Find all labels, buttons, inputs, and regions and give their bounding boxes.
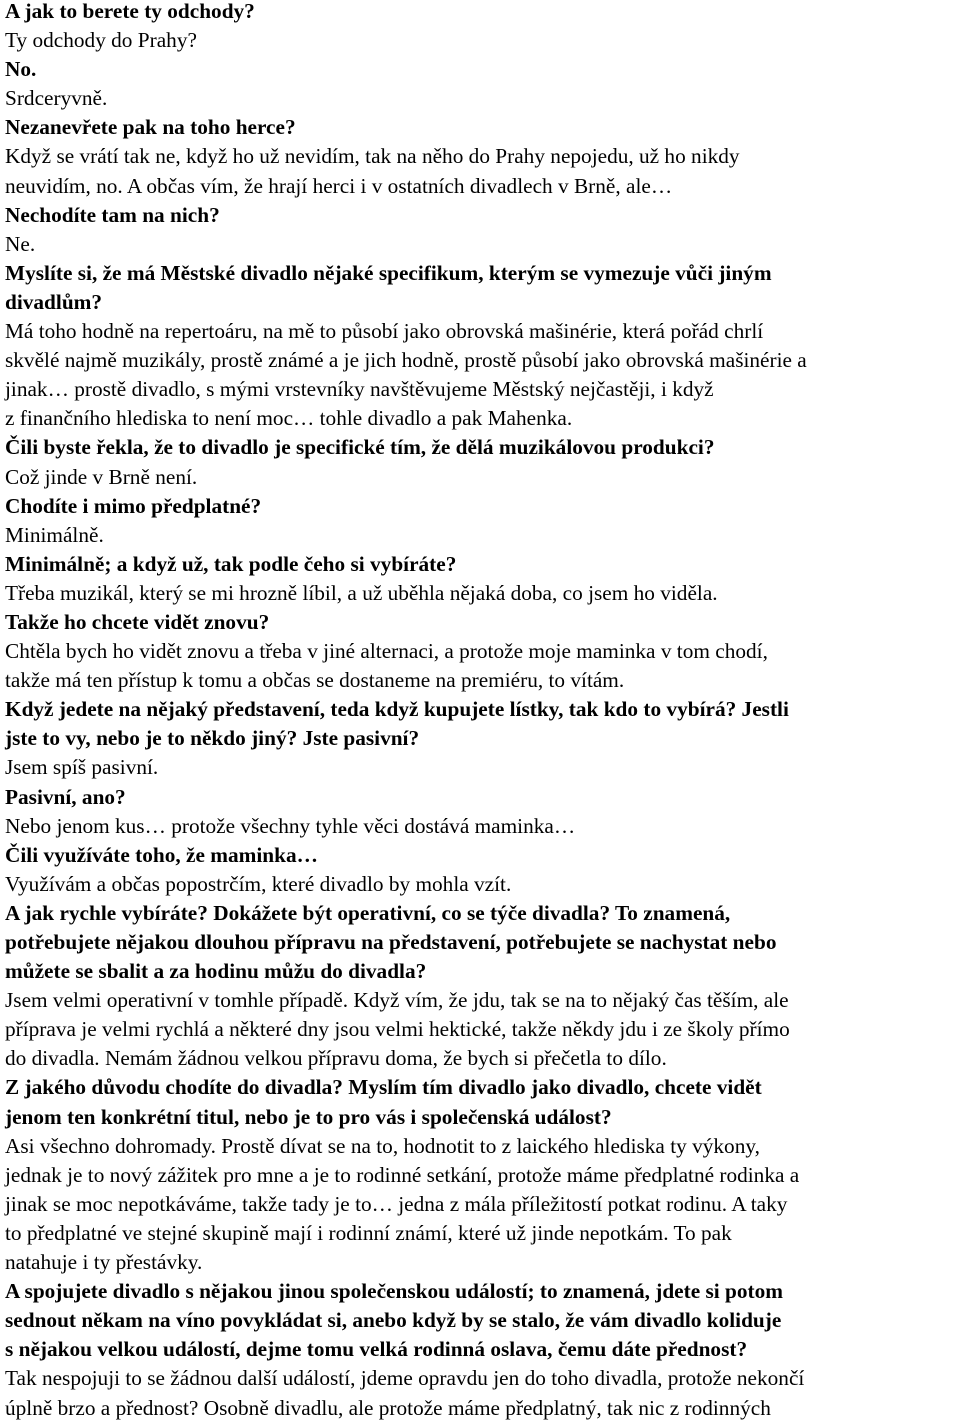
answer-line: skvělé najmě muzikály, prostě známé a je jich hodně, prostě působí jako obrovská mašinérie a: [5, 348, 807, 373]
answer-line: Asi všechno dohromady. Prostě dívat se na to, hodnotit to z laického hlediska ty výkony,: [5, 1133, 760, 1158]
answer-line: z finančního hlediska to není moc… tohle divadlo a pak Mahenka.: [5, 406, 573, 431]
question-line: No.: [5, 57, 37, 82]
question-line: Chodíte i mimo předplatné?: [5, 493, 262, 518]
question-line: Nezanevřete pak na toho herce?: [5, 115, 296, 140]
answer-line: Srdceryvně.: [5, 86, 108, 111]
question-line: A jak to berete ty odchody?: [5, 0, 255, 23]
answer-line: neuvidím, no. A občas vím, že hrají herci i v ostatních divadlech v Brně, ale…: [5, 173, 673, 198]
question-line: A spojujete divadlo s nějakou jinou společenskou událostí; to znamená, jdete si potom: [5, 1279, 784, 1304]
answer-line: natahuje i ty přestávky.: [5, 1250, 203, 1275]
answer-line: Jsem velmi operativní v tomhle případě. Když vím, že jdu, tak se na to nějaký čas těším, ale: [5, 988, 789, 1013]
answer-line: Což jinde v Brně není.: [5, 464, 198, 489]
question-line: Nechodíte tam na nich?: [5, 202, 220, 227]
answer-line: Chtěla bych ho vidět znovu a třeba v jiné alternaci, a protože moje maminka v tom chodí,: [5, 639, 768, 664]
question-line: Pasivní, ano?: [5, 784, 126, 809]
question-line: Minimálně; a když už, tak podle čeho si vybíráte?: [5, 551, 457, 576]
answer-line: Tak nespojuji to se žádnou další událostí, jdeme opravdu jen do toho divadla, protože nekončí: [5, 1366, 805, 1391]
question-line: Z jakého důvodu chodíte do divadla? Myslím tím divadlo jako divadlo, chcete vidět: [5, 1075, 762, 1100]
answer-line: Má toho hodně na repertoáru, na mě to působí jako obrovská mašinérie, která pořád chrlí: [5, 319, 764, 344]
interview-transcript: [5, 0, 955, 1423]
answer-line: to předplatné ve stejné skupině mají i rodinní známí, které už jinde nepotkám. To pak: [5, 1220, 732, 1245]
answer-line: jinak… prostě divadlo, s mými vrstevníky navštěvujeme Městský nejčastěji, i když: [5, 377, 714, 402]
answer-line: jednak je to nový zážitek pro mne a je to rodinné setkání, protože máme předplatné rodinka a: [5, 1162, 800, 1187]
answer-line: Minimálně.: [5, 522, 104, 547]
answer-line: jinak se moc nepotkáváme, takže tady je to… jedna z mála příležitostí potkat rodinu. A taky: [5, 1191, 788, 1216]
question-line: Čili byste řekla, že to divadlo je specifické tím, že dělá muzikálovou produkci?: [5, 435, 715, 460]
question-line: Myslíte si, že má Městské divadlo nějaké specifikum, kterým se vymezuje vůči jiným: [5, 260, 772, 285]
answer-line: úplně brzo a přednost? Osobně divadlu, ale protože máme předplatný, tak nic z rodinných: [5, 1395, 771, 1420]
answer-line: Nebo jenom kus… protože všechny tyhle věci dostává maminka…: [5, 813, 576, 838]
answer-line: do divadla. Nemám žádnou velkou přípravu doma, že bych si přečetla to dílo.: [5, 1046, 667, 1071]
answer-line: Ne.: [5, 231, 36, 256]
answer-line: Jsem spíš pasivní.: [5, 755, 159, 780]
question-line: potřebujete nějakou dlouhou přípravu na představení, potřebujete se nachystat nebo: [5, 930, 777, 954]
answer-line: Třeba muzikál, který se mi hrozně líbil, a už uběhla nějaká doba, co jsem ho viděla.: [5, 580, 718, 605]
answer-line: Využívám a občas popostrčím, které divadlo by mohla vzít.: [5, 871, 512, 896]
answer-line: takže má ten přístup k tomu a občas se dostaneme na premiéru, to vítám.: [5, 668, 625, 693]
question-line: divadlům?: [5, 289, 103, 314]
answer-line: příprava je velmi rychlá a některé dny jsou velmi hektické, takže někdy jdu i ze školy přímo: [5, 1017, 790, 1042]
question-line: Takže ho chcete vidět znovu?: [5, 609, 270, 634]
answer-line: Když se vrátí tak ne, když ho už nevidím, tak na něho do Prahy nepojedu, už ho nikdy: [5, 144, 740, 169]
question-line: můžete se sbalit a za hodinu můžu do divadla?: [5, 959, 427, 984]
question-line: A jak rychle vybíráte? Dokážete být operativní, co se týče divadla? To znamená,: [5, 900, 731, 925]
question-line: Čili využíváte toho, že maminka…: [5, 842, 318, 867]
question-line: Když jedete na nějaký představení, teda když kupujete lístky, tak kdo to vybírá? Jestli: [5, 697, 789, 722]
question-line: jste to vy, nebo je to někdo jiný? Jste pasivní?: [5, 726, 420, 751]
question-line: jenom ten konkrétní titul, nebo je to pro vás i společenská událost?: [5, 1104, 612, 1129]
question-line: s nějakou velkou událostí, dejme tomu velká rodinná oslava, čemu dáte přednost?: [5, 1337, 748, 1362]
answer-line: Ty odchody do Prahy?: [5, 28, 197, 53]
question-line: sednout někam na víno povykládat si, anebo když by se stalo, že vám divadlo koliduje: [5, 1308, 782, 1333]
